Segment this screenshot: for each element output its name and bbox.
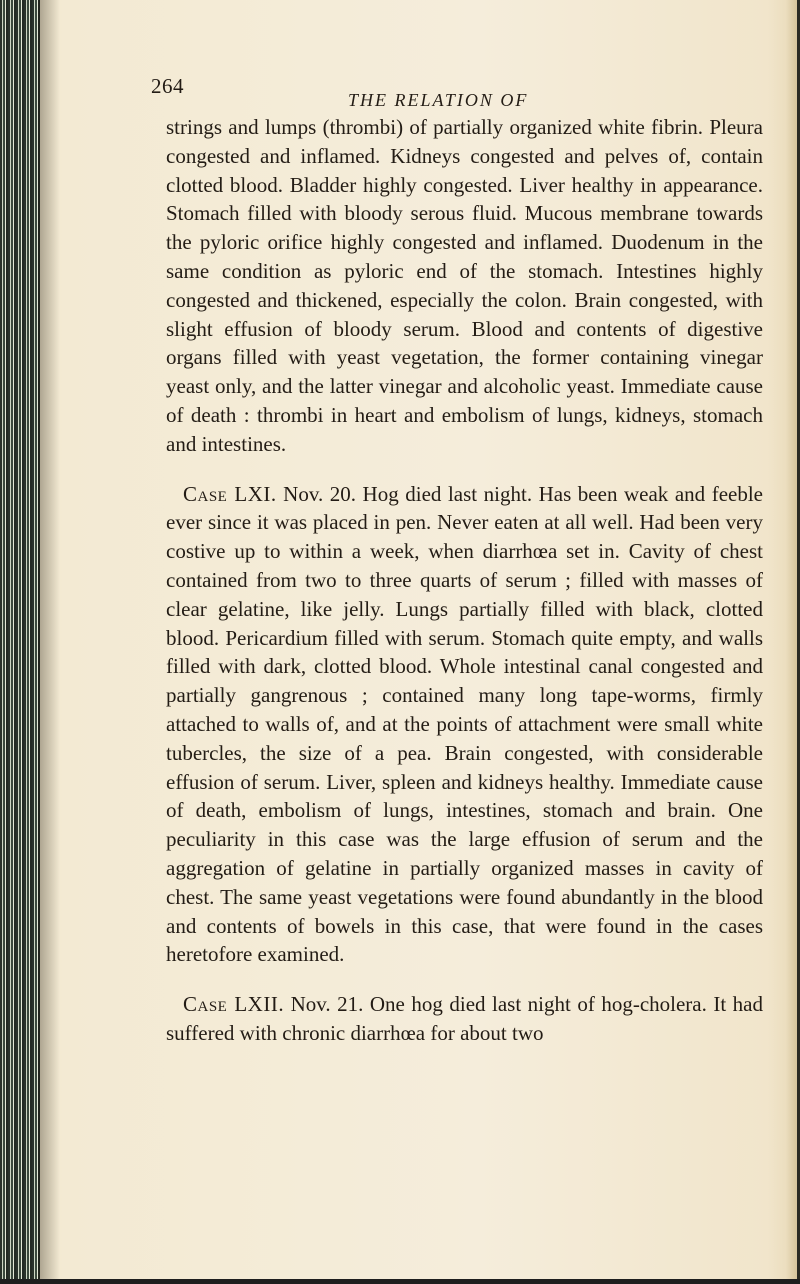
paragraph-case-lxii [166, 990, 763, 1048]
paragraph-text: strings and lumps (thrombi) of partially organized white fibrin. Pleura congested and inflamed. Kidneys congested and pelves of, contain clotted blood. Bladder highly congested. Liver healthy in appearance. Stomach filled with bloody serous fluid. Mucous membrane towards the pyloric orifice highly congested and inflamed. Duodenum in the same condition as pyloric end of the stomach. Intestines highly congested and thickened, especially the colon. Brain congested, with slight effusion of bloody serum. Blood and contents of digestive organs filled with yeast vegetation, the former containing vinegar yeast only, and the latter vinegar and alcoholic yeast. Immediate cause of death : thrombi in heart and embolism of lungs, kidneys, stomach and intestines. [166, 115, 763, 456]
running-head: THE RELATION OF [348, 90, 529, 110]
page-bottom-border [0, 1279, 800, 1284]
page-header [151, 74, 751, 110]
paragraph-text: Nov. 21. One hog died last night of hog-cholera. It had suffered with chronic diarrhœa for about two [166, 992, 763, 1045]
paragraph-case-lxi [166, 480, 763, 970]
paragraph-continued [166, 113, 763, 459]
book-binding-edge [0, 0, 40, 1284]
body-text [166, 113, 763, 1048]
page-number: 264 [151, 74, 184, 98]
gutter-shadow [38, 0, 60, 1284]
case-label: Case LXI. [183, 481, 277, 506]
paragraph-text: Nov. 20. Hog died last night. Has been weak and feeble ever since it was placed in pen. Never eaten at all well. Had been very costive up to within a week, when diarrhœa set in. Cavity of chest contained from two to three quarts of serum ; filled with masses of clear gelatine, like jelly. Lungs partially filled with black, clotted blood. Pericardium filled with serum. Stomach quite empty, and walls filled with dark, clotted blood. Whole intestinal canal congested and partially gangrenous ; contained many long tape-worms, firmly attached to walls of, and at the points of attachment were small white tubercles, the size of a pea. Brain congested, with considerable effusion of serum. Liver, spleen and kidneys healthy. Immediate cause of death, embolism of lungs, intestines, stomach and brain. One peculiarity in this case was the large effusion of serum and the aggregation of gelatine in partially organized masses in cavity of chest. The same yeast vegetations were found abundantly in the blood and contents of bowels in this case, that were found in the cases heretofore examined. [166, 481, 763, 967]
case-label: Case LXII. [183, 992, 285, 1017]
